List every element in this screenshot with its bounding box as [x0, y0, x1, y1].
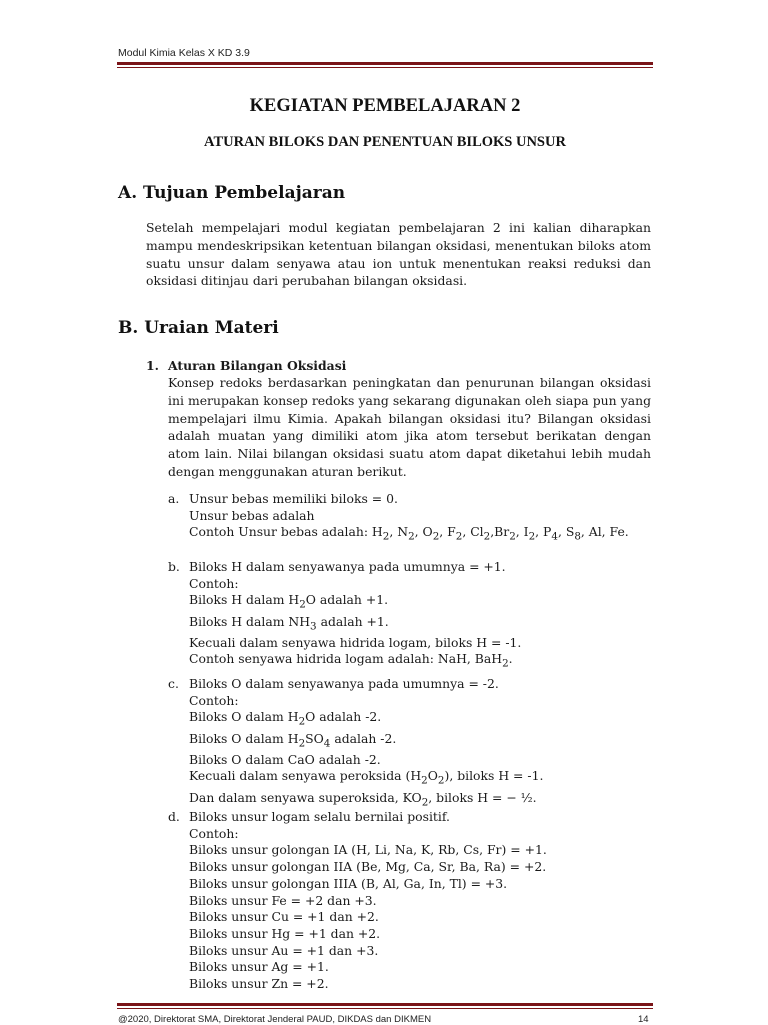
page-title: KEGIATAN PEMBELAJARAN 2 [249, 96, 521, 116]
item-1-title [146, 357, 346, 374]
rule-line: Biloks unsur golongan IIIA (B, Al, Ga, In, Tl) = +3. [189, 875, 508, 891]
item-1-title-text: Aturan Bilangan Oksidasi [168, 358, 347, 373]
rule-line: Kecuali dalam senyawa hidrida logam, biloks H = -1. [189, 634, 522, 650]
rule-line: Biloks unsur golongan IA (H, Li, Na, K, Rb, Cs, Fr) = +1. [189, 842, 547, 858]
rule-line: Biloks unsur Zn = +2. [189, 976, 329, 992]
rule-letter: d. [168, 809, 180, 824]
rule-body [189, 809, 653, 993]
module-label: Modul Kimia Kelas X KD 3.9 [118, 47, 250, 59]
item-1-number: 1. [146, 358, 159, 373]
item-1-paragraph: Konsep redoks berdasarkan peningkatan dan penurunan bilangan oksidasi ini merupakan konsep redoks yang sekarang digunakan oleh siapa pun yang mempelajari ilmu Kimia. Apakah bilangan oksidasi itu? Bilangan oksidasi adalah muatan yang dimiliki atom jika atom tersebut berikatan dengan atom lain. Nilai bilangan oksidasi suatu atom dapat diketahui lebih mudah dengan menggunakan aturan berikut. [168, 375, 651, 479]
rule-line: Biloks unsur Ag = +1. [189, 959, 329, 975]
rule-d [168, 809, 653, 993]
rule-line: Contoh: [189, 692, 239, 708]
footer-rule-thin [117, 1008, 653, 1009]
rule-line: Biloks O dalam $H_2O$ adalah -2. [189, 709, 382, 728]
rule-b [168, 559, 653, 673]
rule-line: Biloks O dalam $H_2SO_4$ adalah -2. [189, 730, 397, 750]
header-rule-thin [117, 67, 653, 68]
rule-c [168, 676, 653, 811]
rule-line: Biloks unsur golongan IIA (Be, Mg, Ca, Sr, Ba, Ra) = +2. [189, 859, 547, 875]
page-number: 14 [638, 1014, 649, 1025]
rule-line: Contoh: [189, 825, 239, 841]
rule-line: Dan dalam senyawa superoksida, $KO_2$, biloks H = − ½. [189, 789, 537, 809]
footer-rule-thick [117, 1003, 653, 1006]
rule-line: Contoh: [189, 575, 239, 591]
rule-line: Biloks H dalam $NH_3$ adalah +1. [189, 613, 389, 633]
footer-credit: @2020, Direktorat SMA, Direktorat Jenderal PAUD, DIKDAS dan DIKMEN [118, 1014, 432, 1025]
section-b-heading: B. Uraian Materi [118, 318, 279, 338]
rule-a [168, 491, 653, 546]
rule-letter: b. [168, 559, 180, 574]
page-subtitle: ATURAN BILOKS DAN PENENTUAN BILOKS UNSUR [204, 134, 566, 150]
rule-line: Biloks H dalam senyawanya pada umumnya = +1. [189, 559, 506, 574]
rule-line: Contoh Unsur bebas adalah: $H_2$, $N_2$, $O_2$, $F_2$, $Cl_2,Br_2$, $I_2$, $P_4$, $S_8$, Al, Fe. [189, 524, 629, 543]
rule-line: Biloks unsur Cu = +1 dan +2. [189, 909, 379, 925]
rule-body [189, 559, 653, 673]
section-a-paragraph: Setelah mempelajari modul kegiatan pembelajaran 2 ini kalian diharapkan mampu mendeskripsikan ketentuan bilangan oksidasi, menentukan biloks atom suatu unsur dalam senyawa atau ion untuk menentukan reaksi reduksi dan oksidasi ditinjau dari perubahan bilangan oksidasi. [146, 220, 651, 289]
rule-body [189, 676, 653, 811]
rule-line: Unsur bebas memiliki biloks = 0. [189, 491, 398, 506]
rule-line: Biloks unsur Hg = +1 dan +2. [189, 925, 381, 941]
rule-line: Biloks unsur Fe = +2 dan +3. [189, 892, 377, 908]
section-a-heading: A. Tujuan Pembelajaran [118, 183, 346, 203]
header-rule-thick [117, 62, 653, 65]
rule-line: Unsur bebas adalah [189, 507, 315, 523]
rule-line: Biloks H dalam $H_2O$ adalah +1. [189, 592, 389, 611]
rule-line: Biloks unsur Au = +1 dan +3. [189, 942, 379, 958]
rule-line: Kecuali dalam senyawa peroksida $(H_2O_2)$, biloks H = -1. [189, 768, 544, 787]
rule-line: Contoh senyawa hidrida logam adalah: NaH, BaH$_2$. [189, 651, 513, 670]
rule-letter: c. [168, 676, 179, 691]
rule-line: Biloks O dalam CaO adalah -2. [189, 751, 381, 767]
rule-line: Biloks unsur logam selalu bernilai positif. [189, 809, 450, 824]
rule-letter: a. [168, 491, 180, 506]
rule-line: Biloks O dalam senyawanya pada umumnya = -2. [189, 676, 499, 691]
rule-body [189, 491, 653, 546]
